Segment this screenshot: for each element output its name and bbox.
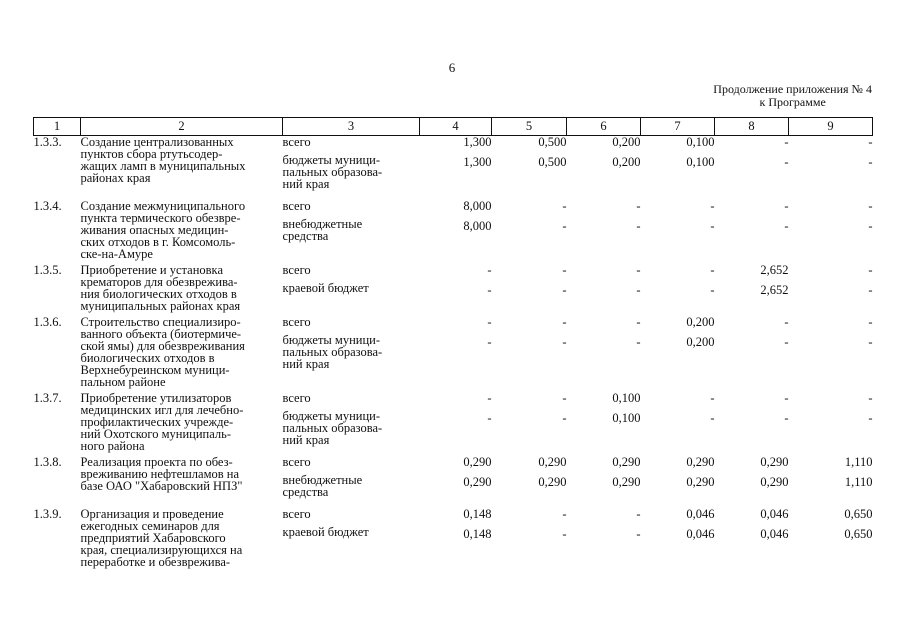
- value: 0,046: [686, 507, 715, 521]
- funding-source-label-line: всего: [282, 455, 311, 469]
- column-header: 8: [715, 118, 789, 136]
- value: -: [710, 199, 715, 213]
- row-title-line: ного района: [80, 439, 145, 453]
- value: -: [868, 199, 873, 213]
- funding-source-label-line: внебюджетные: [282, 473, 363, 487]
- column-header: 5: [492, 118, 567, 136]
- table-row: [34, 456, 873, 504]
- row-title-line: крематоров для обезврежива-: [80, 275, 238, 289]
- value: -: [710, 411, 715, 425]
- funding-source-label: [283, 526, 420, 538]
- table-row: [34, 316, 873, 388]
- program-table: [33, 117, 873, 568]
- table-row: [34, 508, 873, 568]
- row-title: [81, 200, 283, 260]
- value: -: [784, 219, 789, 233]
- value: 2,652: [760, 263, 789, 277]
- funding-sources: [283, 508, 420, 568]
- value: -: [562, 507, 567, 521]
- row-title-line: медицинских игл для лечебно-: [80, 403, 244, 417]
- funding-source-label-line: ний края: [282, 433, 330, 447]
- value-cell: [789, 136, 873, 197]
- row-title-line: ний Охотского муниципаль-: [80, 427, 231, 441]
- row-title-line: пункта термического обезвре-: [80, 211, 241, 225]
- funding-sources: [283, 456, 420, 504]
- row-title-line: базе ОАО "Хабаровский НПЗ": [80, 479, 243, 493]
- value: 0,148: [463, 527, 492, 541]
- row-title-line: ежегодных семинаров для: [80, 519, 220, 533]
- funding-source-label: [283, 136, 420, 148]
- value: 0,500: [538, 155, 567, 169]
- header-row: [34, 118, 873, 136]
- value: -: [868, 315, 873, 329]
- value-cell: [492, 456, 567, 504]
- row-title-line: Приобретение и установка: [80, 263, 223, 277]
- continuation-note: [713, 83, 872, 109]
- row-title-line: биологических отходов в: [80, 351, 215, 365]
- row-title-line: ванного объекта (биотермиче-: [80, 327, 242, 341]
- value: -: [562, 199, 567, 213]
- value: -: [562, 335, 567, 349]
- value: -: [562, 391, 567, 405]
- row-title-line: ске-на-Амуре: [80, 247, 153, 261]
- value: 0,290: [686, 475, 715, 489]
- value: -: [636, 219, 641, 233]
- value-cell: [641, 392, 715, 452]
- funding-source-label-line: всего: [282, 135, 311, 149]
- funding-source-label-line: всего: [282, 263, 311, 277]
- value: -: [784, 411, 789, 425]
- value: 0,290: [463, 475, 492, 489]
- value: 0,046: [686, 527, 715, 541]
- value: -: [562, 283, 567, 297]
- value: -: [784, 315, 789, 329]
- row-code: 1.3.8.: [33, 455, 62, 469]
- value: -: [868, 411, 873, 425]
- value: -: [487, 315, 492, 329]
- funding-source-label-line: краевой бюджет: [282, 281, 369, 295]
- column-header: 9: [789, 118, 873, 136]
- value-cell: [641, 264, 715, 312]
- funding-source-label: [283, 508, 420, 520]
- row-title-line: предприятий Хабаровского: [80, 531, 226, 545]
- value: -: [636, 283, 641, 297]
- row-title-line: живания опасных медицин-: [80, 223, 229, 237]
- funding-source-label: [283, 200, 420, 212]
- continuation-line-2: к Программе: [759, 95, 826, 109]
- page-number: 6: [448, 60, 456, 75]
- value: -: [868, 219, 873, 233]
- funding-source-label-line: средства: [282, 485, 329, 499]
- funding-source-label-line: бюджеты муници-: [282, 409, 381, 423]
- funding-source-label-line: пальных образова-: [282, 165, 383, 179]
- value-cell: [641, 200, 715, 260]
- value: 0,100: [686, 135, 715, 149]
- funding-source-label: [283, 316, 420, 328]
- funding-sources: [283, 316, 420, 388]
- value-cell: [420, 316, 492, 388]
- value-cell: [715, 456, 789, 504]
- value-cell: [715, 508, 789, 568]
- table-body: [34, 136, 873, 569]
- funding-source-label-line: всего: [282, 391, 311, 405]
- row-title-line: ских отходов в г. Комсомоль-: [80, 235, 236, 249]
- value-cell: [492, 508, 567, 568]
- column-header: 1: [34, 118, 81, 136]
- value: 0,500: [538, 135, 567, 149]
- table-row: [34, 136, 873, 197]
- value: 0,148: [463, 507, 492, 521]
- row-title-line: Создание централизованных: [80, 135, 234, 149]
- row-title: [81, 508, 283, 568]
- column-header: 4: [420, 118, 492, 136]
- value: -: [562, 219, 567, 233]
- value: -: [784, 199, 789, 213]
- row-title-line: пальном районе: [80, 375, 166, 389]
- value: -: [487, 391, 492, 405]
- value: 0,290: [463, 455, 492, 469]
- row-title-line: пунктов сбора ртутьсодер-: [80, 147, 223, 161]
- row-title-line: Реализация проекта по обез-: [80, 455, 233, 469]
- continuation-line-1: Продолжение приложения № 4: [713, 82, 872, 96]
- value: 0,290: [538, 475, 567, 489]
- row-code: 1.3.6.: [33, 315, 62, 329]
- value: 0,290: [760, 475, 789, 489]
- value: 0,290: [686, 455, 715, 469]
- row-title-line: муниципальных районах края: [80, 299, 241, 313]
- value: -: [710, 391, 715, 405]
- value: 0,200: [686, 335, 715, 349]
- row-code: 1.3.3.: [33, 135, 62, 149]
- value: 0,100: [612, 391, 641, 405]
- funding-source-label-line: бюджеты муници-: [282, 153, 381, 167]
- value-cell: [492, 136, 567, 197]
- value-cell: [567, 508, 641, 568]
- value: -: [636, 199, 641, 213]
- value-cell: [641, 456, 715, 504]
- value: 8,000: [463, 199, 492, 213]
- value: -: [784, 335, 789, 349]
- row-title: [81, 316, 283, 388]
- value: 0,650: [844, 527, 873, 541]
- value-cell: [492, 200, 567, 260]
- column-header: 7: [641, 118, 715, 136]
- value: -: [784, 155, 789, 169]
- funding-source-label-line: внебюджетные: [282, 217, 363, 231]
- row-title-line: края, специализирующихся на: [80, 543, 243, 557]
- value-cell: [492, 264, 567, 312]
- value: 1,300: [463, 135, 492, 149]
- value-cell: [715, 136, 789, 197]
- value: 8,000: [463, 219, 492, 233]
- row-title-line: ния биологических отходов в: [80, 287, 237, 301]
- value-cell: [492, 316, 567, 388]
- row-title: [81, 392, 283, 452]
- value-cell: [789, 508, 873, 568]
- funding-source-label-line: краевой бюджет: [282, 525, 369, 539]
- row-code: 1.3.5.: [33, 263, 62, 277]
- value: -: [868, 391, 873, 405]
- funding-source-label: [283, 474, 420, 498]
- row-title-line: профилактических учрежде-: [80, 415, 234, 429]
- value: -: [636, 507, 641, 521]
- funding-source-label: [283, 218, 420, 242]
- row-code: 1.3.7.: [33, 391, 62, 405]
- column-header: 2: [81, 118, 283, 136]
- funding-source-label-line: пальных образова-: [282, 421, 383, 435]
- value-cell: [789, 456, 873, 504]
- value: 0,290: [538, 455, 567, 469]
- row-title-line: ской ямы) для обезвреживания: [80, 339, 245, 353]
- row-title-line: Строительство специализиро-: [80, 315, 241, 329]
- row-title-line: Верхнебуреинском муници-: [80, 363, 230, 377]
- value-cell: [420, 264, 492, 312]
- value: -: [868, 135, 873, 149]
- value-cell: [567, 200, 641, 260]
- value: 0,200: [612, 155, 641, 169]
- row-title-line: Приобретение утилизаторов: [80, 391, 232, 405]
- funding-source-label-line: всего: [282, 507, 311, 521]
- row-title-line: Создание межмуниципального: [80, 199, 246, 213]
- value: 2,652: [760, 283, 789, 297]
- table-row: [34, 392, 873, 452]
- value: 0,200: [612, 135, 641, 149]
- row-title: [81, 456, 283, 504]
- value-cell: [567, 264, 641, 312]
- value-cell: [420, 392, 492, 452]
- value-cell: [789, 200, 873, 260]
- funding-source-label-line: бюджеты муници-: [282, 333, 381, 347]
- value: 0,290: [612, 455, 641, 469]
- funding-source-label-line: всего: [282, 315, 311, 329]
- value: 0,200: [686, 315, 715, 329]
- funding-sources: [283, 392, 420, 452]
- funding-source-label-line: средства: [282, 229, 329, 243]
- value: -: [487, 335, 492, 349]
- value-cell: [420, 136, 492, 197]
- value-cell: [492, 392, 567, 452]
- funding-source-label-line: пальных образова-: [282, 345, 383, 359]
- value: -: [636, 335, 641, 349]
- funding-sources: [283, 200, 420, 260]
- value-cell: [715, 264, 789, 312]
- value: 1,110: [844, 475, 873, 489]
- value: -: [868, 283, 873, 297]
- value-cell: [641, 136, 715, 197]
- table-row: [34, 264, 873, 312]
- value-cell: [789, 316, 873, 388]
- funding-sources: [283, 136, 420, 197]
- value: -: [562, 527, 567, 541]
- table-row: [34, 200, 873, 260]
- row-code: 1.3.9.: [33, 507, 62, 521]
- value: -: [784, 391, 789, 405]
- value: -: [710, 283, 715, 297]
- row-title-line: районах края: [80, 171, 151, 185]
- funding-source-label: [283, 392, 420, 404]
- funding-source-label: [283, 154, 420, 190]
- value: -: [784, 135, 789, 149]
- value-cell: [567, 456, 641, 504]
- value-cell: [715, 316, 789, 388]
- value: 0,290: [760, 455, 789, 469]
- value: -: [562, 411, 567, 425]
- row-code: 1.3.4.: [33, 199, 62, 213]
- row-title: [81, 264, 283, 312]
- row-title-line: переработке и обезврежива-: [80, 555, 231, 569]
- value-cell: [567, 136, 641, 197]
- value: -: [636, 527, 641, 541]
- value-cell: [567, 316, 641, 388]
- funding-source-label-line: ний края: [282, 177, 330, 191]
- value: 1,110: [844, 455, 873, 469]
- value-cell: [789, 264, 873, 312]
- value: -: [487, 411, 492, 425]
- value: -: [487, 283, 492, 297]
- value: -: [868, 335, 873, 349]
- value: -: [636, 315, 641, 329]
- value: 0,100: [686, 155, 715, 169]
- value: -: [868, 263, 873, 277]
- value: 0,650: [844, 507, 873, 521]
- value-cell: [715, 392, 789, 452]
- funding-source-label: [283, 334, 420, 370]
- value: -: [487, 263, 492, 277]
- column-header: 3: [283, 118, 420, 136]
- funding-source-label: [283, 282, 420, 294]
- value: 0,046: [760, 507, 789, 521]
- funding-source-label: [283, 264, 420, 276]
- value: -: [710, 219, 715, 233]
- column-header: 6: [567, 118, 641, 136]
- value-cell: [789, 392, 873, 452]
- value: -: [868, 155, 873, 169]
- value-cell: [567, 392, 641, 452]
- value: 0,100: [612, 411, 641, 425]
- value-cell: [420, 508, 492, 568]
- row-title-line: Организация и проведение: [80, 507, 224, 521]
- funding-sources: [283, 264, 420, 312]
- value-cell: [715, 200, 789, 260]
- value: 0,290: [612, 475, 641, 489]
- funding-source-label: [283, 456, 420, 468]
- value: -: [710, 263, 715, 277]
- value-cell: [641, 508, 715, 568]
- row-title-line: вреживанию нефтешламов на: [80, 467, 239, 481]
- value: 1,300: [463, 155, 492, 169]
- value-cell: [420, 200, 492, 260]
- value: -: [636, 263, 641, 277]
- funding-source-label: [283, 410, 420, 446]
- value: 0,046: [760, 527, 789, 541]
- row-title: [81, 136, 283, 197]
- funding-source-label-line: всего: [282, 199, 311, 213]
- value-cell: [641, 316, 715, 388]
- funding-source-label-line: ний края: [282, 357, 330, 371]
- value: -: [562, 263, 567, 277]
- value-cell: [420, 456, 492, 504]
- row-title-line: жащих ламп в муниципальных: [80, 159, 246, 173]
- value: -: [562, 315, 567, 329]
